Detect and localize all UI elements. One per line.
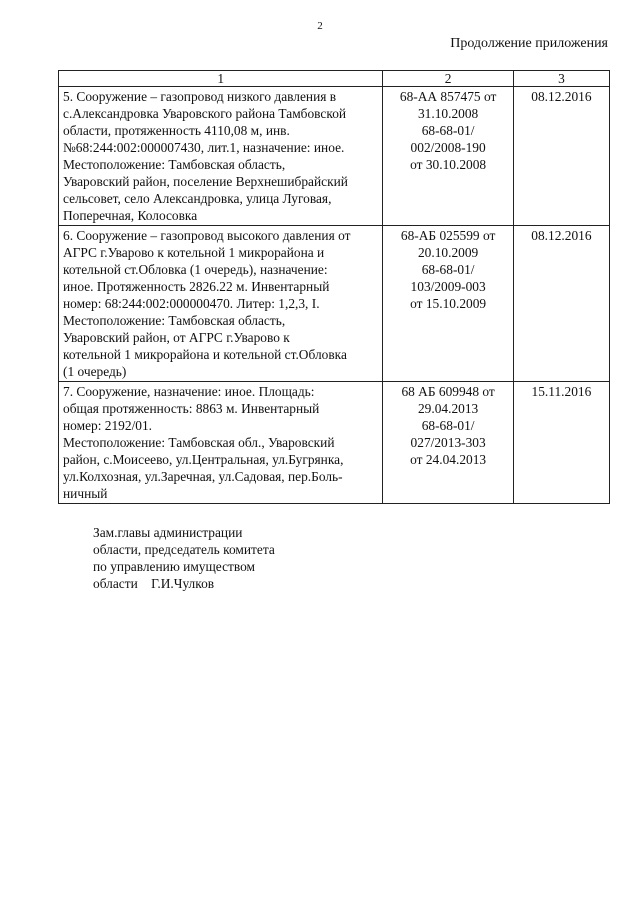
description-line: котельной ст.Обловка (1 очередь), назначение: [63,262,328,277]
column-header-2: 2 [383,71,513,87]
registration-line: 027/2013-303 [410,435,486,450]
description-line: с.Александровка Уваровского района Тамбовской [63,106,347,121]
object-description-cell [59,226,383,382]
description-line: АГРС г.Уварово к котельной 1 микрорайона и [63,245,325,260]
description-line: иное. Протяженность 2826.22 м. Инвентарный [63,279,330,294]
table-row [59,382,610,504]
description-line: ул.Колхозная, ул.Заречная, ул.Садовая, пер.Боль- [63,469,343,484]
signature-line: области, председатель комитета [93,542,275,557]
description-line: Местоположение: Тамбовская обл., Уваровский [63,435,335,450]
description-line: 6. Сооружение – газопровод высокого давления от [63,228,351,243]
registration-line: 20.10.2009 [417,245,479,260]
page-number: 2 [317,20,323,32]
description-line: №68:244:002:000007430, лит.1, назначение: иное. [63,140,345,155]
description-line: ничный [63,486,108,501]
description-line: сельсовет, село Александровка, улица Луговая, [63,191,332,206]
registration-line: 68-АБ 025599 от [400,228,496,243]
registration-cell [383,382,513,504]
registration-line: от 24.04.2013 [410,452,487,467]
registration-line: от 15.10.2009 [410,296,487,311]
description-line: котельной 1 микрорайона и котельной ст.Обловка [63,347,347,362]
registration-line: 68-АА 857475 от [399,89,497,104]
description-line: 7. Сооружение, назначение: иное. Площадь: [63,384,315,399]
table-row [59,87,610,226]
registration-line: 68-68-01/ [421,262,475,277]
column-header-3: 3 [513,71,609,87]
description-line: Местоположение: Тамбовская область, [63,157,286,172]
object-description-cell [59,87,383,226]
registration-cell [383,226,513,382]
description-line: области, протяженность 4110,08 м, инв. [63,123,290,138]
description-line: (1 очередь) [63,364,127,379]
property-table [58,70,610,504]
registration-line: 29.04.2013 [417,401,479,416]
registration-line: 31.10.2008 [417,106,479,121]
description-line: Уваровский район, от АГРС г.Уварово к [63,330,290,345]
signature-block [93,524,275,592]
registration-line: 68-68-01/ [421,123,475,138]
date-cell: 08.12.2016 [513,226,609,382]
signature-line: Зам.главы администрации [93,525,243,540]
description-line: общая протяженность: 8863 м. Инвентарный [63,401,320,416]
registration-cell [383,87,513,226]
description-line: район, с.Моисеево, ул.Центральная, ул.Бугрянка, [63,452,344,467]
date-cell: 15.11.2016 [513,382,609,504]
registration-line: 002/2008-190 [410,140,486,155]
signature-line: области Г.И.Чулков [93,576,215,591]
description-line: 5. Сооружение – газопровод низкого давления в [63,89,337,104]
table-header-row [59,71,610,87]
registration-line: 68 АБ 609948 от [401,384,495,399]
description-line: Уваровский район, поселение Верхнешибрайский [63,174,348,189]
registration-line: от 30.10.2008 [410,157,487,172]
description-line: номер: 2192/01. [63,418,153,433]
registration-line: 68-68-01/ [421,418,475,433]
registration-line: 103/2009-003 [410,279,486,294]
table-row [59,226,610,382]
continuation-heading: Продолжение приложения [450,36,608,51]
description-line: Поперечная, Колосовка [63,208,198,223]
date-cell: 08.12.2016 [513,87,609,226]
description-line: номер: 68:244:002:000000470. Литер: 1,2,3, I. [63,296,320,311]
column-header-1: 1 [59,71,383,87]
description-line: Местоположение: Тамбовская область, [63,313,286,328]
object-description-cell [59,382,383,504]
signature-line: по управлению имуществом [93,559,256,574]
